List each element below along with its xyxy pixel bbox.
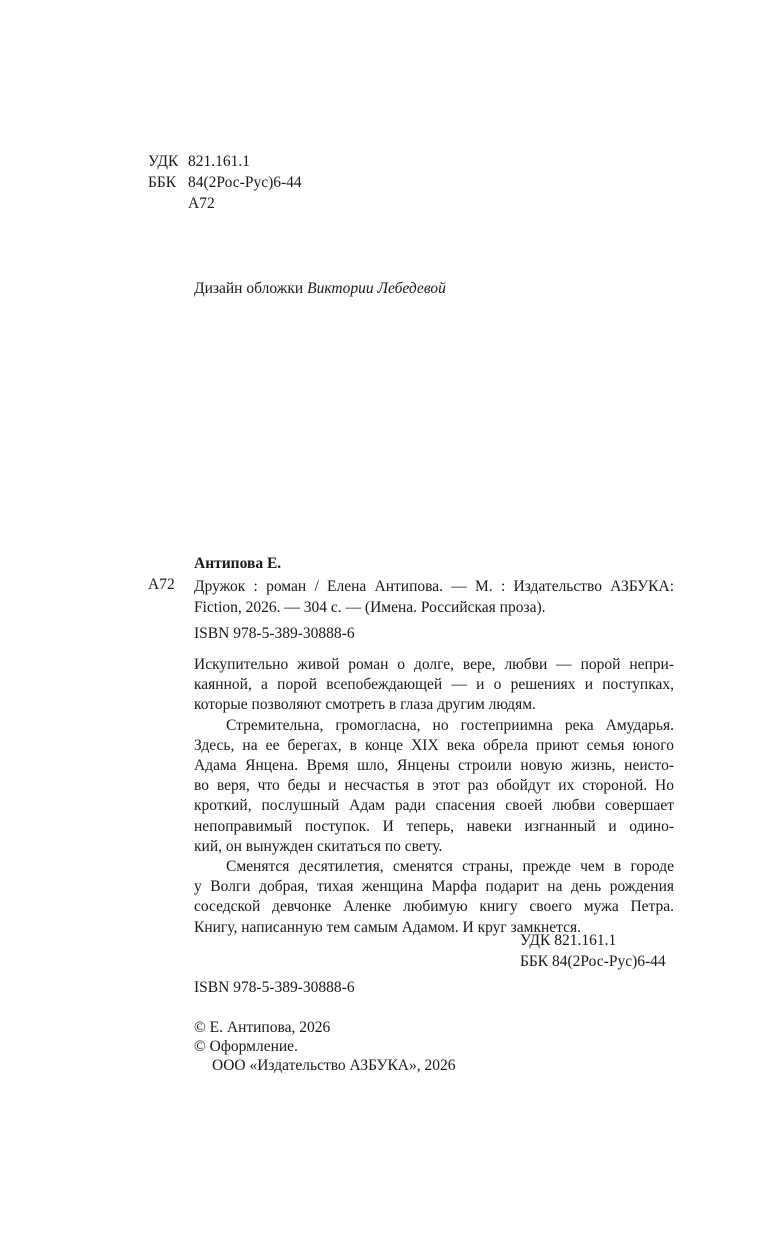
cover-design-credit: [194, 280, 446, 298]
annotation-line: соседской девчонке Аленке любимую книгу своего мужа Петра.: [194, 898, 674, 916]
classification-block: [148, 151, 302, 214]
annotation-line: Книгу, написанную тем самым Адамом. И круг замкнется.: [194, 918, 582, 936]
bbk-label: ББК: [148, 174, 177, 191]
annotation-line: Здесь, на ее берегах, в конце XIX века обрела приют семья юного: [194, 736, 674, 754]
cover-design-prefix: Дизайн обложки: [194, 280, 304, 297]
bibliography-isbn: ISBN 978-5-389-30888-6: [194, 625, 355, 642]
bibliography-description: [194, 576, 674, 618]
udk-bottom: УДК 821.161.1: [520, 932, 617, 949]
copyright-author: © Е. Антипова, 2026: [194, 1019, 331, 1036]
copyright-block: [194, 1018, 456, 1075]
copyright-publisher: ООО «Издательство АЗБУКА», 2026: [212, 1057, 456, 1074]
copyright-design: © Оформление.: [194, 1038, 298, 1055]
annotation-line: которые позволяют смотреть в глаза другим людям.: [194, 696, 536, 714]
bibliography-line: Дружок : роман / Елена Антипова. — М. : Издательство АЗБУКА:: [194, 578, 674, 595]
udk-row: [148, 151, 302, 172]
author-mark: А72: [188, 195, 215, 212]
annotation-line: у Волги добрая, тихая женщина Марфа подарит на день рождения: [194, 878, 674, 896]
annotation-line: кроткий, послушный Адам ради спасения своей любви совершает: [194, 797, 674, 815]
annotation-line: Адама Янцена. Время шло, Янцены строили новую жизнь, неисто-: [194, 757, 674, 775]
annotation-line: во веря, что беды и несчастья в этот раз обойдут их стороной. Но: [194, 777, 674, 795]
classification-bottom: [520, 930, 666, 972]
bibliography-line: Fiction, 2026. — 304 с. — (Имена. Российская проза).: [194, 599, 546, 616]
bbk-bottom: ББК 84(2Рос-Рус)6-44: [520, 953, 666, 970]
bbk-row: [148, 172, 302, 193]
annotation: [194, 655, 674, 938]
annotation-line: каянной, а порой всепобеждающей — и о решениях и поступках,: [194, 676, 674, 694]
annotation-line: Стремительна, громогласна, но гостеприимна река Амударья.: [226, 716, 674, 734]
annotation-line: Искупительно живой роман о долге, вере, любви — порой непри-: [194, 656, 674, 673]
annotation-line: кий, он вынужден скитаться по свету.: [194, 837, 443, 855]
bibliography-author: Антипова Е.: [194, 555, 282, 572]
annotation-line: Сменятся десятилетия, сменятся страны, прежде чем в городе: [226, 858, 674, 876]
udk-label: УДК: [148, 153, 179, 170]
bbk-value: 84(2Рос-Рус)6-44: [188, 174, 302, 191]
cover-designer-name: Виктории Лебедевой: [307, 280, 446, 297]
annotation-line: непоправимый поступок. И теперь, навеки изгнанный и одино-: [194, 817, 674, 835]
isbn-bottom: ISBN 978-5-389-30888-6: [194, 979, 355, 996]
bibliography-mark: А72: [148, 576, 175, 593]
udk-value: 821.161.1: [188, 153, 250, 170]
